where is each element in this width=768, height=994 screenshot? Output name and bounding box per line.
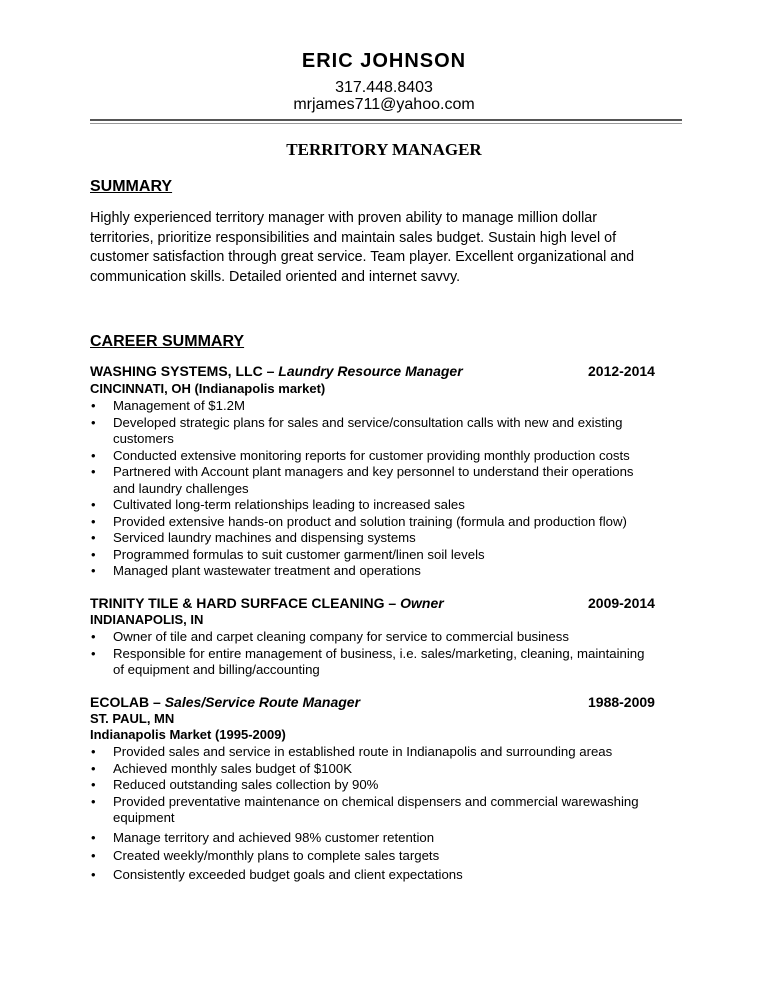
list-item-text: Programmed formulas to suit customer garment/linen soil levels [113, 546, 485, 562]
list-item-text: Owner of tile and carpet cleaning company for service to commercial business [113, 629, 569, 644]
target-role: TERRITORY MANAGER [286, 140, 482, 159]
candidate-name: ERIC JOHNSON [301, 50, 467, 72]
list-item-text: Provided extensive hands-on product and solution training (formula and production flow) [113, 513, 627, 529]
list-item-text: Achieved monthly sales budget of $100K [113, 760, 352, 776]
list-item-text: Management of $1.2M [113, 398, 245, 413]
company-name: TRINITY TILE & HARD SURFACE CLEANING [90, 595, 385, 611]
job-title: Sales/Service Route Manager [164, 694, 361, 710]
company-name: ECOLAB [90, 694, 150, 710]
job-years: 2012-2014 [588, 363, 655, 379]
summary-line: Highly experienced territory manager with proven ability to manage million dollar [90, 210, 597, 226]
list-item-text: Manage territory and achieved 98% customer retention [113, 829, 435, 845]
career-summary-heading: CAREER SUMMARY [90, 333, 245, 350]
job-separator: – [149, 694, 165, 710]
summary-line: customer satisfaction through great service. Team player. Excellent organizational and [90, 249, 635, 265]
list-item [90, 547, 680, 564]
job-heading [90, 694, 662, 710]
header-divider-thin [90, 123, 682, 124]
job-location: INDIANAPOLIS, IN [90, 612, 204, 627]
list-item-text: Created weekly/monthly plans to complete sales targets [113, 848, 440, 863]
phone-number: 317.448.8403 [335, 79, 433, 96]
list-item [90, 415, 680, 448]
list-item [90, 530, 680, 547]
list-item [90, 794, 680, 827]
list-item-text: Provided sales and service in established route in Indianapolis and surrounding areas [113, 744, 613, 759]
list-item [90, 398, 680, 415]
list-item [90, 464, 680, 497]
list-item-text: Conducted extensive monitoring reports for customer providing monthly production costs [113, 447, 630, 463]
email-address: mrjames711@yahoo.com [293, 96, 475, 113]
list-item [90, 744, 680, 761]
header-divider [90, 119, 682, 121]
job-market: Indianapolis Market (1995-2009) [90, 727, 286, 742]
list-item [90, 514, 680, 531]
list-item-text: Serviced laundry machines and dispensing systems [113, 530, 416, 545]
list-item-text: Reduced outstanding sales collection by 90% [113, 777, 379, 792]
list-item [90, 646, 680, 679]
list-item [90, 448, 680, 465]
list-item-text: equipment [113, 810, 175, 825]
list-item-text: customers [113, 431, 174, 446]
list-item [90, 563, 680, 580]
list-item-text: Responsible for entire management of business, i.e. sales/marketing, cleaning, maintaining [113, 645, 645, 661]
list-item-text: Consistently exceeded budget goals and client expectations [113, 866, 463, 882]
summary-paragraph [90, 209, 670, 287]
list-item [90, 497, 680, 514]
summary-line: territories, prioritize responsibilities and maintain sales budget. Sustain high level of [90, 229, 617, 246]
list-item [90, 848, 680, 865]
list-item-text: and laundry challenges [113, 480, 249, 496]
list-item-text: Developed strategic plans for sales and service/consultation calls with new and existing [113, 414, 623, 430]
list-item [90, 830, 680, 847]
job-years: 2009-2014 [588, 595, 655, 611]
job-duties-list [90, 744, 680, 883]
summary-line: communication skills. Detailed oriented and internet savvy. [90, 268, 461, 285]
job-location: ST. PAUL, MN [90, 711, 175, 726]
job-years: 1988-2009 [588, 694, 655, 710]
list-item [90, 867, 680, 884]
company-name: WASHING SYSTEMS, LLC [90, 363, 263, 379]
summary-heading: SUMMARY [90, 178, 173, 195]
list-item [90, 777, 680, 794]
job-location: CINCINNATI, OH (Indianapolis market) [90, 381, 326, 396]
list-item [90, 761, 680, 778]
list-item [90, 629, 680, 646]
list-item-text: of equipment and billing/accounting [113, 662, 320, 677]
job-separator: – [262, 363, 279, 379]
job-duties-list [90, 398, 680, 580]
list-item-text: Cultivated long-term relationships leading to increased sales [113, 497, 465, 512]
job-duties-list [90, 629, 680, 679]
list-item-text: Provided preventative maintenance on chemical dispensers and commercial warewashing [113, 793, 639, 809]
job-title: Laundry Resource Manager [278, 363, 463, 379]
list-item-text: Managed plant wastewater treatment and operations [113, 563, 421, 578]
job-heading [90, 363, 662, 379]
job-separator: – [384, 595, 401, 611]
job-title: Owner [400, 595, 444, 611]
list-item-text: Partnered with Account plant managers and key personnel to understand their operations [113, 464, 634, 479]
job-heading [90, 595, 662, 611]
